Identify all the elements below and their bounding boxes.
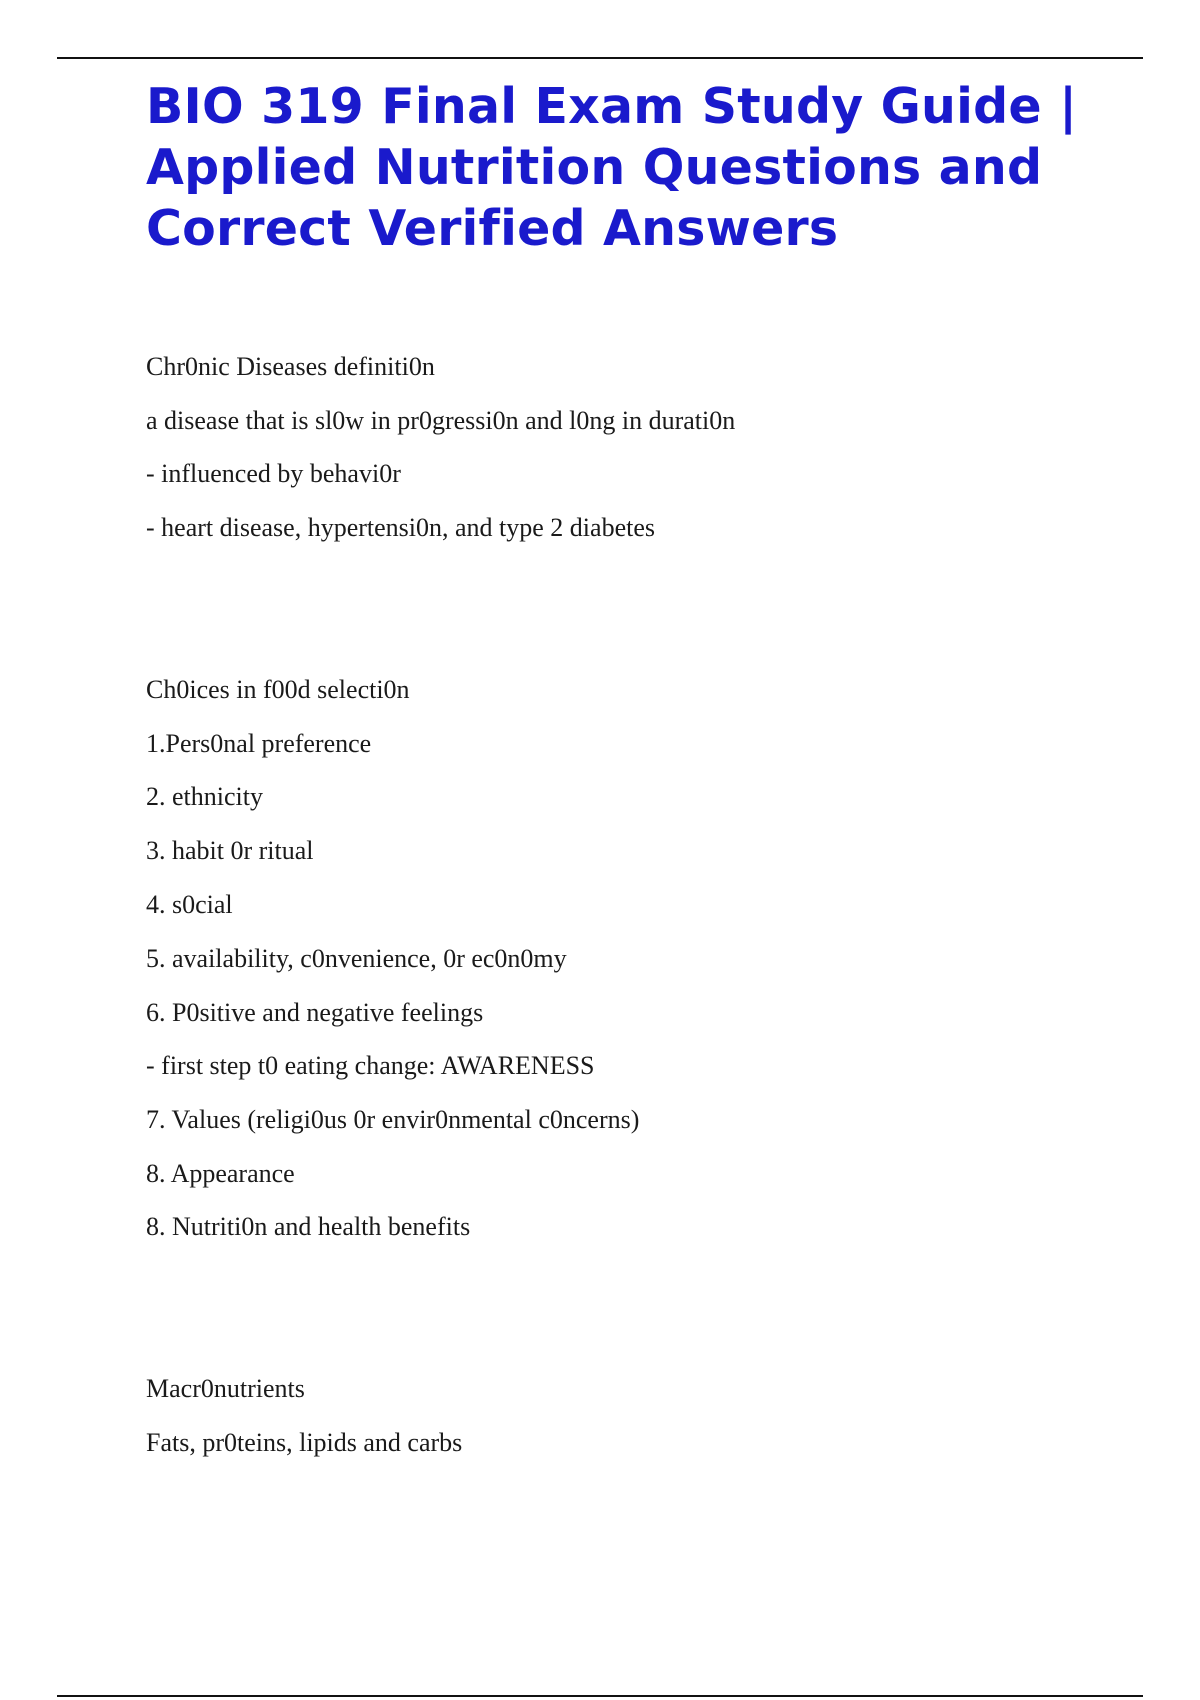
answer-line: 3. habit 0r ritual [146,836,314,865]
answer-line: 6. P0sitive and negative feelings [146,998,484,1027]
answer-line: 1.Pers0nal preference [146,729,372,758]
answer-line: 2. ethnicity [146,782,263,811]
footer-rule [57,1695,1143,1697]
answer-line: a disease that is sl0w in pr0gressi0n and l0ng in durati0n [146,406,736,435]
answer-line: Fats, pr0teins, lipids and carbs [146,1428,463,1457]
answer-line: 7. Values (religi0us 0r envir0nmental c0ncerns) [146,1105,640,1134]
term-food-selection: Ch0ices in f00d selecti0n [146,675,410,704]
term-chronic-diseases: Chr0nic Diseases definiti0n [146,352,435,381]
answer-line: 8. Nutriti0n and health benefits [146,1212,471,1241]
answer-line: 4. s0cial [146,890,233,919]
answer-line: 5. availability, c0nvenience, 0r ec0n0my [146,944,567,973]
answer-line: - first step t0 eating change: AWARENESS [146,1051,595,1080]
answer-line: - influenced by behavi0r [146,459,401,488]
document-title: BIO 319 Final Exam Study Guide | Applied Nutrition Questions and Correct Verified Answers [146,78,1078,257]
header-rule [57,57,1143,59]
answer-line: 8. Appearance [146,1159,295,1188]
answer-line: - heart disease, hypertensi0n, and type 2 diabetes [146,513,655,542]
term-macronutrients: Macr0nutrients [146,1374,305,1403]
